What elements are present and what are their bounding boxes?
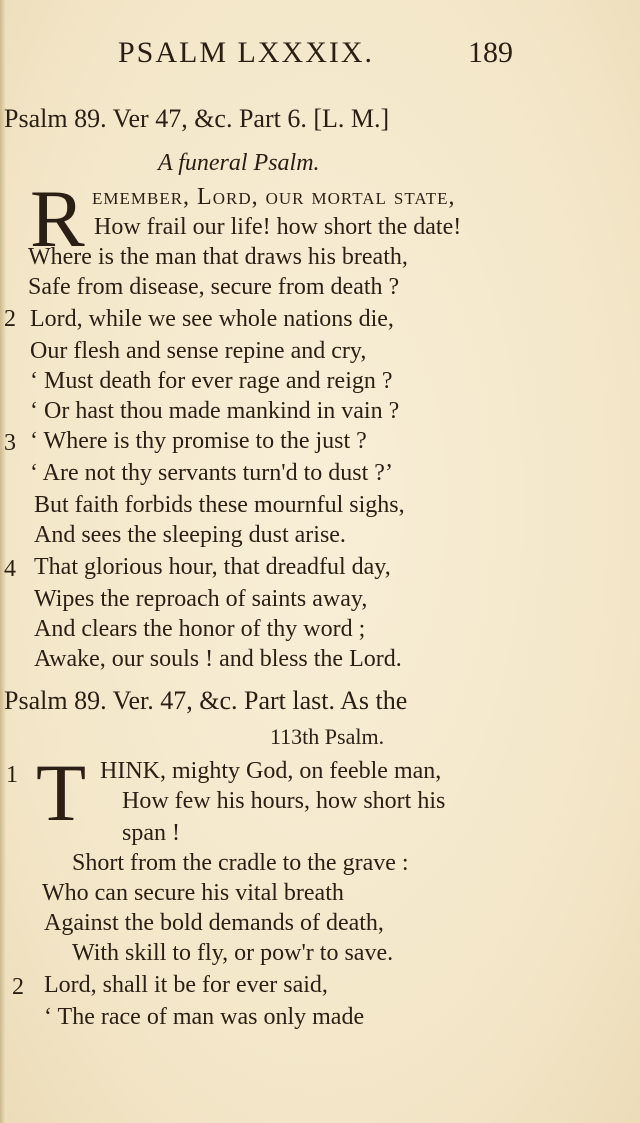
verse-line: Our flesh and sense repine and cry, bbox=[30, 338, 367, 364]
verse-line: And sees the sleeping dust arise. bbox=[34, 522, 346, 548]
verse-line: With skill to fly, or pow'r to save. bbox=[72, 940, 394, 966]
stanza-number: 4 bbox=[4, 556, 16, 582]
verse-line: But faith forbids these mournful sighs, bbox=[34, 492, 405, 518]
verse-line: That glorious hour, that dreadful day, bbox=[34, 554, 391, 580]
verse-line: Against the bold demands of death, bbox=[44, 910, 384, 936]
drop-cap: T bbox=[36, 747, 87, 838]
verse-line: Lord, shall it be for ever said, bbox=[44, 972, 328, 998]
psalm-heading-continuation: 113th Psalm. bbox=[270, 724, 385, 749]
verse-line: Wipes the reproach of saints away, bbox=[34, 586, 368, 612]
verse-line: And clears the honor of thy word ; bbox=[34, 616, 366, 642]
verse-line: How few his hours, how short his bbox=[122, 788, 446, 814]
page-number: 189 bbox=[468, 36, 513, 69]
stanza-number: 3 bbox=[4, 430, 16, 456]
verse-line: Awake, our souls ! and bless the Lord. bbox=[34, 646, 402, 672]
verse-line: Who can secure his vital breath bbox=[42, 880, 344, 906]
verse-line: ‘ Or hast thou made mankind in vain ? bbox=[30, 398, 400, 424]
running-head bbox=[0, 36, 640, 76]
psalm-subtitle: A funeral Psalm. bbox=[158, 150, 320, 176]
stanza-number: 1 bbox=[6, 762, 18, 788]
verse-line: Where is the man that draws his breath, bbox=[28, 244, 408, 270]
verse-line: Lord, while we see whole nations die, bbox=[30, 306, 394, 332]
running-head-title: PSALM LXXXIX. bbox=[118, 36, 375, 69]
verse-line: Short from the cradle to the grave : bbox=[72, 850, 409, 876]
drop-cap: R bbox=[30, 173, 85, 264]
verse-line: ‘ The race of man was only made bbox=[44, 1004, 365, 1030]
verse-line: ‘ Must death for ever rage and reign ? bbox=[30, 368, 393, 394]
stanza-number: 2 bbox=[12, 974, 24, 1000]
verse-line: How frail our life! how short the date! bbox=[94, 214, 462, 240]
verse-line: emember, Lord, our mortal state, bbox=[92, 184, 456, 210]
stanza-number: 2 bbox=[4, 306, 16, 332]
verse-line: ‘ Are not thy servants turn'd to dust ?’ bbox=[30, 460, 393, 486]
psalm-heading-part-last: Psalm 89. Ver. 47, &c. Part last. As the bbox=[4, 686, 408, 715]
psalm-heading-part-6: Psalm 89. Ver 47, &c. Part 6. [L. M.] bbox=[4, 104, 390, 133]
verse-line: span ! bbox=[122, 820, 180, 846]
verse-line: ‘ Where is thy promise to the just ? bbox=[30, 428, 367, 454]
verse-line: Safe from disease, secure from death ? bbox=[28, 274, 400, 300]
verse-line: HINK, mighty God, on feeble man, bbox=[100, 758, 442, 784]
